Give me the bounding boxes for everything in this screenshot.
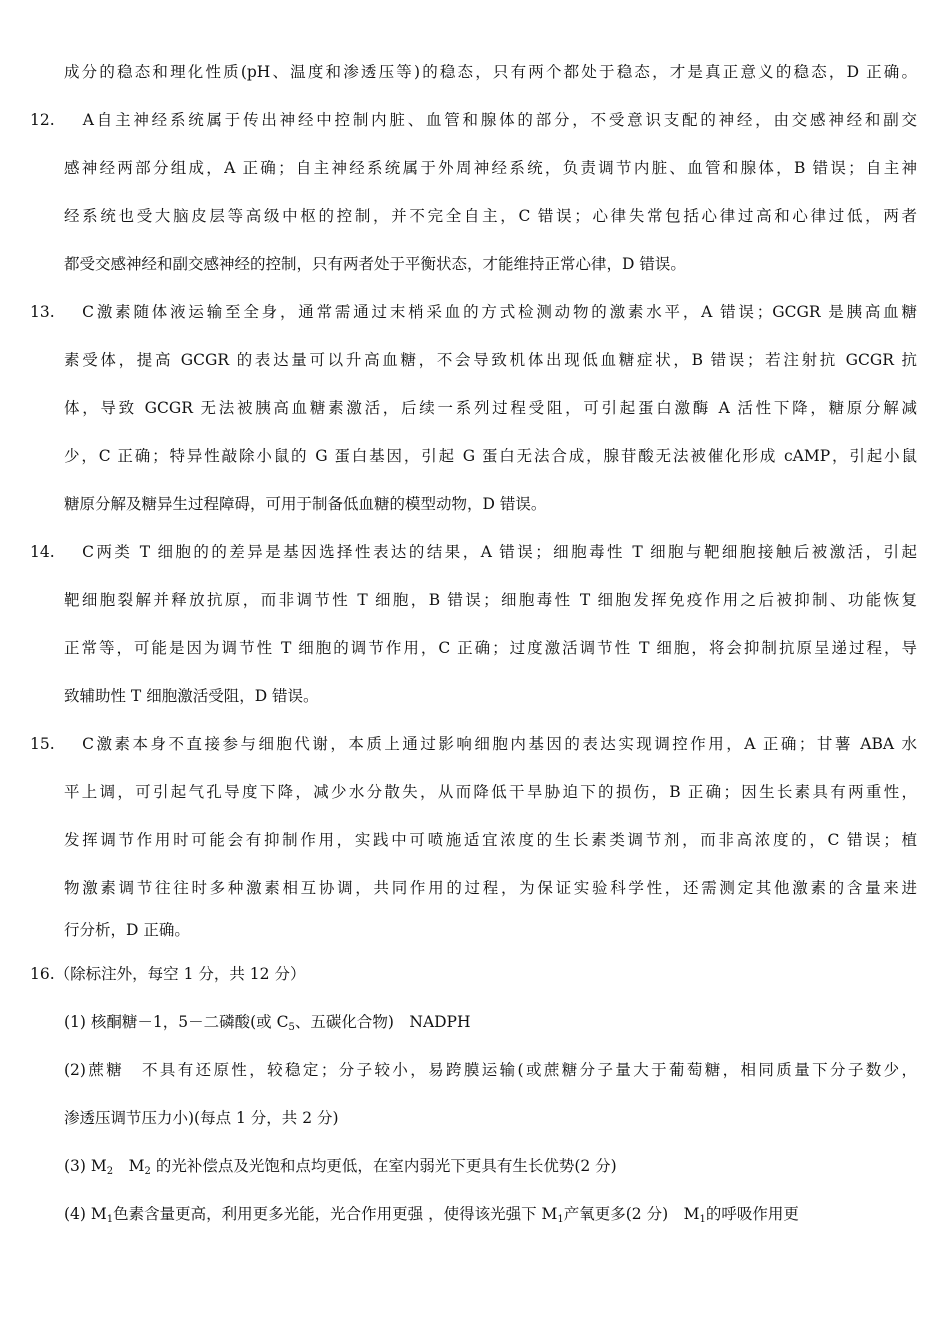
answer-16-part-1 bbox=[64, 1010, 917, 1034]
answer-15-line-4: 物激素调节往往时多种激素相互协调，共同作用的过程，为保证实验科学性，还需测定其他激素的含量来进 bbox=[64, 879, 917, 897]
answer-16-part-3 bbox=[64, 1154, 917, 1178]
answer-16-part-4-text-a: (4) M bbox=[64, 1205, 107, 1223]
answer-16-part-4-subscript-1: 1 bbox=[106, 1214, 114, 1225]
answer-13-line-2: 素受体，提高 GCGR 的表达量可以升高血糖，不会导致机体出现低血糖症状，B 错误；若注射抗 GCGR 抗 bbox=[64, 351, 917, 369]
answer-14-line-1 bbox=[30, 540, 917, 564]
answer-16-part-1-text-a: (1) 核酮糖－1，5－二磷酸(或 C bbox=[64, 1013, 289, 1031]
answer-continuation-line: 成分的稳态和理化性质(pH、温度和渗透压等)的稳态，只有两个都处于稳态，才是真正意义的稳态，D 正确。 bbox=[64, 63, 917, 81]
answer-16-header: 16.（除标注外，每空 1 分，共 12 分） bbox=[30, 965, 306, 983]
answer-12-line-2: 感神经两部分组成，A 正确；自主神经系统属于外周神经系统，负责调节内脏、血管和腺体，B 错误；自主神 bbox=[64, 159, 917, 177]
answer-16-part-4-text-d: 的呼吸作用更 bbox=[705, 1205, 799, 1223]
answer-15-line-3: 发挥调节作用时可能会有抑制作用，实践中可喷施适宜浓度的生长素类调节剂，而非高浓度的，C 错误；植 bbox=[64, 831, 917, 849]
answer-16-part-2-line-1: (2)蔗糖 不具有还原性，较稳定；分子较小，易跨膜运输(或蔗糖分子量大于葡萄糖，相同质量下分子数少， bbox=[64, 1061, 917, 1079]
answer-12-text: 自主神经系统属于传出神经中控制内脏、血管和腺体的部分，不受意识支配的神经，由交感神经和副交 bbox=[94, 111, 917, 129]
answer-16-part-3-subscript-2: 2 bbox=[144, 1166, 151, 1177]
answer-16-part-3-text-b: M bbox=[113, 1157, 145, 1175]
answer-14-text: 两类 T 细胞的的差异是基因选择性表达的结果，A 错误；细胞毒性 T 细胞与靶细胞接触后被激活，引起 bbox=[94, 543, 917, 561]
answer-15-line-2: 平上调，可引起气孔导度下降，减少水分散失，从而降低干旱胁迫下的损伤，B 正确；因生长素具有两重性， bbox=[64, 783, 917, 801]
answer-13-number: 13. C bbox=[30, 303, 94, 321]
answer-13-text: 激素随体液运输至全身，通常需通过末梢采血的方式检测动物的激素水平，A 错误；GCGR 是胰高血糖 bbox=[94, 303, 917, 321]
answer-13-line-1 bbox=[30, 300, 917, 324]
answer-16-part-1-text-b: 、五碳化合物) NADPH bbox=[294, 1013, 471, 1031]
answer-13-line-3: 体，导致 GCGR 无法被胰高血糖素激活，后续一系列过程受阻，可引起蛋白激酶 A 活性下降，糖原分解减 bbox=[64, 399, 917, 417]
answer-16-part-4-subscript-2: 1 bbox=[557, 1214, 564, 1225]
answer-15-line-1 bbox=[30, 732, 917, 756]
answer-16-part-4 bbox=[64, 1202, 917, 1226]
answer-13-line-4: 少，C 正确；特异性敲除小鼠的 G 蛋白基因，引起 G 蛋白无法合成，腺苷酸无法被催化形成 cAMP，引起小鼠 bbox=[64, 447, 917, 465]
answer-12-line-4: 都受交感神经和副交感神经的控制，只有两者处于平衡状态，才能维持正常心律，D 错误。 bbox=[64, 255, 686, 273]
answer-14-line-2: 靶细胞裂解并释放抗原，而非调节性 T 细胞，B 错误；细胞毒性 T 细胞发挥免疫作用之后被抑制、功能恢复 bbox=[64, 591, 917, 609]
answer-16-part-3-text-a: (3) M bbox=[64, 1157, 107, 1175]
answer-16-part-4-subscript-3: 1 bbox=[699, 1214, 706, 1225]
answer-16-part-1-subscript: 5 bbox=[288, 1022, 295, 1033]
answer-14-line-4: 致辅助性 T 细胞激活受阻，D 错误。 bbox=[64, 687, 319, 705]
answer-15-text: 激素本身不直接参与细胞代谢，本质上通过影响细胞内基因的表达实现调控作用，A 正确；甘薯 ABA 水 bbox=[94, 735, 917, 753]
answer-16-part-4-text-b: 色素含量更高，利用更多光能，光合作用更强 ，使得该光强下 M bbox=[113, 1205, 558, 1223]
answer-16-part-3-text-c: 的光补偿点及光饱和点均更低，在室内弱光下更具有生长优势(2 分) bbox=[150, 1157, 617, 1175]
answer-16-part-3-subscript-1: 2 bbox=[106, 1166, 114, 1177]
answer-15-number: 15. C bbox=[30, 735, 94, 753]
answer-14-line-3: 正常等，可能是因为调节性 T 细胞的调节作用，C 正确；过度激活调节性 T 细胞，将会抑制抗原呈递过程，导 bbox=[64, 639, 917, 657]
answer-12-line-1 bbox=[30, 108, 917, 132]
answer-12-line-3: 经系统也受大脑皮层等高级中枢的控制，并不完全自主，C 错误；心律失常包括心律过高和心律过低，两者 bbox=[64, 207, 917, 225]
answer-16-part-2-line-2: 渗透压调节压力小)(每点 1 分，共 2 分) bbox=[64, 1109, 339, 1127]
answer-13-line-5: 糖原分解及糖异生过程障碍，可用于制备低血糖的模型动物，D 错误。 bbox=[64, 495, 547, 513]
answer-15-line-5: 行分析，D 正确。 bbox=[64, 921, 190, 939]
answer-12-number: 12. A bbox=[30, 111, 94, 129]
answer-16-part-4-text-c: 产氧更多(2 分) M bbox=[563, 1205, 700, 1223]
answer-14-number: 14. C bbox=[30, 543, 94, 561]
